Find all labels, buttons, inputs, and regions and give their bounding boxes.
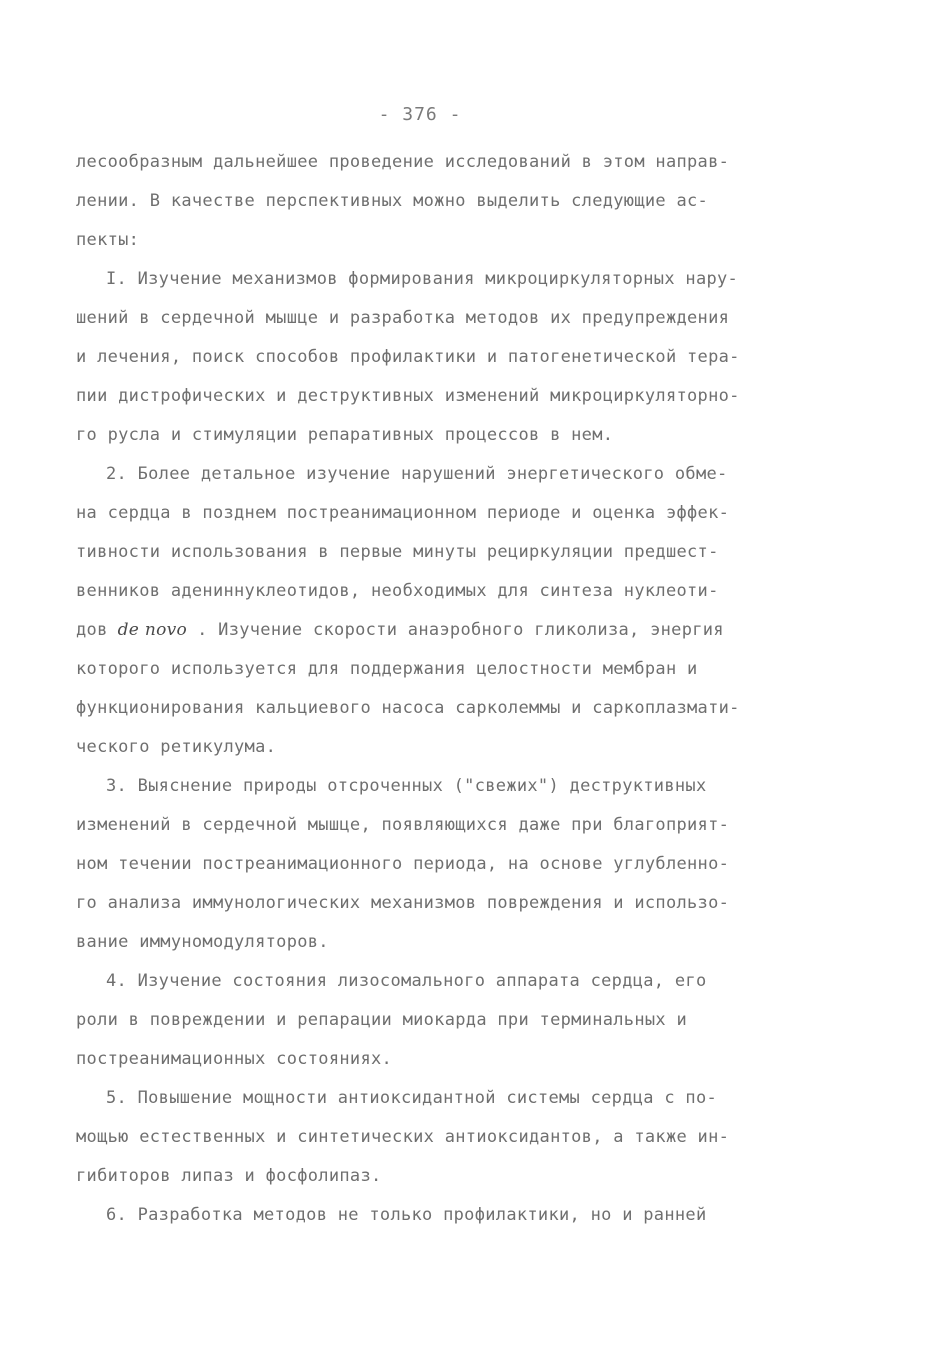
- text-line: 4. Изучение состояния лизосомального аппарата сердца, его: [106, 971, 707, 991]
- text-line: вание иммуномодуляторов.: [76, 932, 329, 952]
- text-line: 3. Выяснение природы отсроченных ("свежих") деструктивных: [106, 776, 707, 796]
- text-line: [76, 611, 836, 650]
- text-line: 5. Повышение мощности антиоксидантной системы сердца с по-: [106, 1088, 718, 1108]
- text-line: гибиторов липаз и фосфолипаз.: [76, 1166, 382, 1186]
- text-line: I. Изучение механизмов формирования микроциркуляторных нару-: [106, 269, 739, 289]
- text-line: постреанимационных состояниях.: [76, 1049, 393, 1069]
- text-line: функционирования кальциевого насоса сарколеммы и саркоплазмати-: [76, 698, 740, 718]
- text-line: венников адениннуклеотидов, необходимых для синтеза нуклеоти-: [76, 581, 719, 601]
- text-line: пии дистрофических и деструктивных изменений микроциркуляторно-: [76, 386, 740, 406]
- text-line: лесообразным дальнейшее проведение исследований в этом направ-: [76, 152, 730, 172]
- text-line: тивности использования в первые минуты рециркуляции предшест-: [76, 542, 719, 562]
- text-line: пекты:: [76, 230, 140, 250]
- handwritten-insert: de novo: [117, 620, 188, 640]
- text-line: шений в сердечной мышце и разработка методов их предупреждения: [76, 308, 730, 328]
- body-text: [76, 143, 836, 1235]
- text-line: лении. В качестве перспективных можно выделить следующие ас-: [76, 191, 709, 211]
- text-line: 2. Более детальное изучение нарушений энергетического обме-: [106, 464, 728, 484]
- text-line: ном течении постреанимационного периода, на основе углубленно-: [76, 854, 730, 874]
- page-number: - 376 -: [378, 104, 462, 125]
- text-line: на сердца в позднем постреанимационном периоде и оценка эффек-: [76, 503, 730, 523]
- text-line: мощью естественных и синтетических антиоксидантов, а также ин-: [76, 1127, 730, 1147]
- text-line-part: . Изучение скорости анаэробного гликолиза, энергия: [197, 620, 724, 640]
- text-line-part: дов: [76, 620, 108, 640]
- text-line: роли в повреждении и репарации миокарда при терминальных и: [76, 1010, 688, 1030]
- text-line: 6. Разработка методов не только профилактики, но и ранней: [106, 1205, 707, 1225]
- text-line: ческого ретикулума.: [76, 737, 277, 757]
- text-line: го анализа иммунологических механизмов повреждения и использо-: [76, 893, 730, 913]
- text-line: и лечения, поиск способов профилактики и патогенетической тера-: [76, 347, 740, 367]
- text-line: го русла и стимуляции репаративных процессов в нем.: [76, 425, 614, 445]
- text-line: которого используется для поддержания целостности мембран и: [76, 659, 698, 679]
- text-line: изменений в сердечной мышце, появляющихся даже при благоприят-: [76, 815, 730, 835]
